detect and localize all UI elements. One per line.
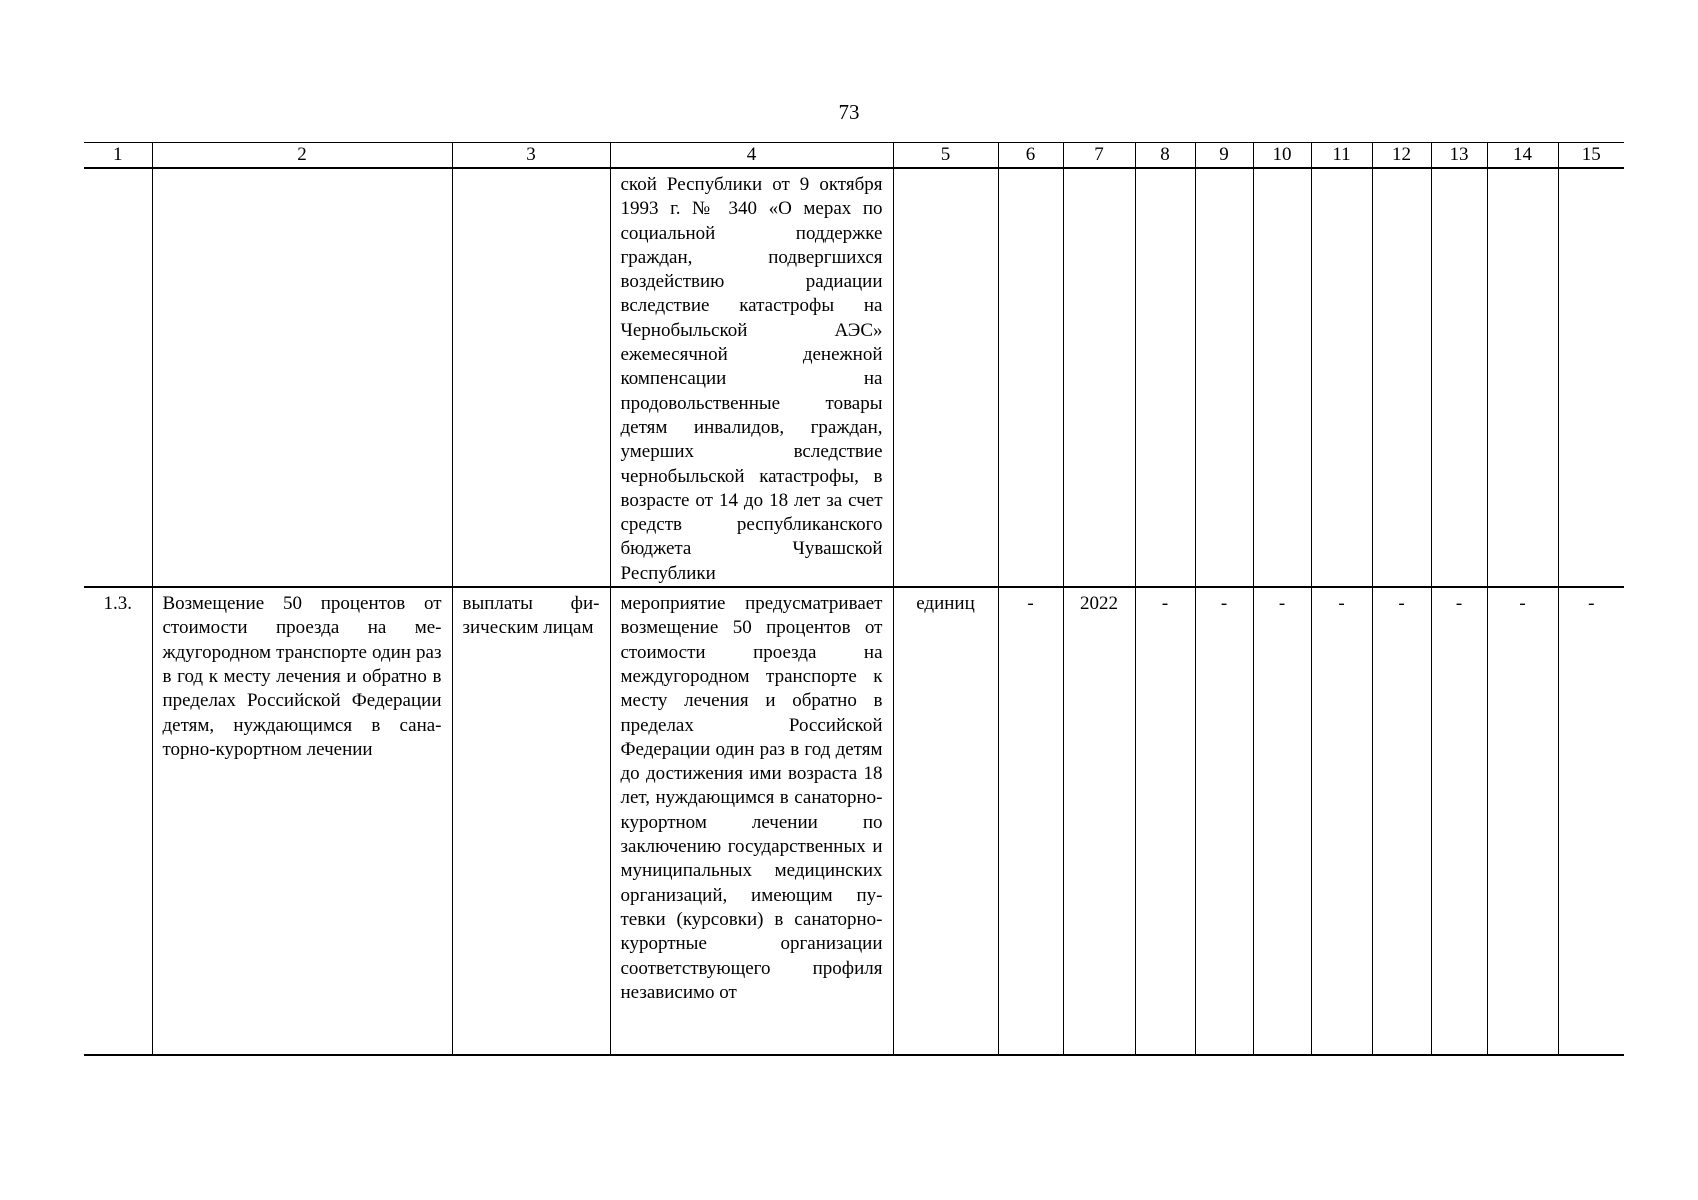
cell-col7 — [1063, 168, 1135, 587]
cell-unit: единиц — [893, 587, 998, 1055]
cell-number — [84, 168, 152, 587]
col-header-7: 7 — [1063, 143, 1135, 169]
page-number: 73 — [838, 100, 860, 124]
cell-col11 — [1311, 168, 1372, 587]
col-header-4: 4 — [610, 143, 893, 169]
cell-col14 — [1487, 168, 1558, 587]
cell-col6 — [998, 168, 1063, 587]
col-header-10: 10 — [1253, 143, 1311, 169]
cell-col13 — [1431, 168, 1487, 587]
cell-unit — [893, 168, 998, 587]
cell-col10 — [1253, 168, 1311, 587]
cell-col7: 2022 — [1063, 587, 1135, 1055]
cell-col13: - — [1431, 587, 1487, 1055]
cell-col14: - — [1487, 587, 1558, 1055]
col-header-15: 15 — [1558, 143, 1624, 169]
col-header-12: 12 — [1372, 143, 1431, 169]
cell-type: выплаты физическим лицам — [452, 587, 610, 1055]
col-header-5: 5 — [893, 143, 998, 169]
col-header-11: 11 — [1311, 143, 1372, 169]
cell-col9 — [1195, 168, 1253, 587]
cell-description: мероприятие предусматривает возмещение 50 процентов от стоимости проезда на междугородном транспорте к месту лечения и обратно в пределах Российской Федерации один раз в год детям до достижения ими возраста 18 лет, нуждающимся в санаторно-курортном лечении по заключению государственных и муниципальных медицинских организаций, имеющим путевки (курсовки) в санаторно-курортные организации соответствующего профиля независимо от — [610, 587, 893, 1055]
header-row — [84, 143, 1624, 169]
cell-name: Возмещение 50 процентов от стоимости проезда на междугородном транспорте один раз в год к месту лечения и обратно в пределах Российской Федерации детям, нуждающимся в санаторно-курортном лечении — [152, 587, 452, 1055]
cell-col15: - — [1558, 587, 1624, 1055]
cell-col6: - — [998, 587, 1063, 1055]
table-row — [84, 168, 1624, 587]
col-header-1: 1 — [84, 143, 152, 169]
table-row — [84, 587, 1624, 1055]
cell-col11: - — [1311, 587, 1372, 1055]
cell-number: 1.3. — [84, 587, 152, 1055]
col-header-6: 6 — [998, 143, 1063, 169]
cell-col10: - — [1253, 587, 1311, 1055]
cell-col8: - — [1135, 587, 1195, 1055]
program-table — [84, 142, 1624, 1056]
cell-description: ской Республики от 9 октября 1993 г. № 340 «О мерах по социальной поддержке граждан, подвергшихся воздействию радиации вследствие катастрофы на Чернобыльской АЭС» ежемесячной денежной компенсации на продовольственные товары детям инвалидов, граждан, умерших вследствие чернобыльской катастрофы, в возрасте от 14 до 18 лет за счет средств республиканского бюджета Чувашской Республики — [610, 168, 893, 587]
col-header-3: 3 — [452, 143, 610, 169]
cell-name — [152, 168, 452, 587]
cell-type — [452, 168, 610, 587]
cell-col12 — [1372, 168, 1431, 587]
col-header-2: 2 — [152, 143, 452, 169]
cell-col9: - — [1195, 587, 1253, 1055]
cell-col8 — [1135, 168, 1195, 587]
col-header-9: 9 — [1195, 143, 1253, 169]
cell-col12: - — [1372, 587, 1431, 1055]
col-header-13: 13 — [1431, 143, 1487, 169]
col-header-14: 14 — [1487, 143, 1558, 169]
cell-col15 — [1558, 168, 1624, 587]
col-header-8: 8 — [1135, 143, 1195, 169]
